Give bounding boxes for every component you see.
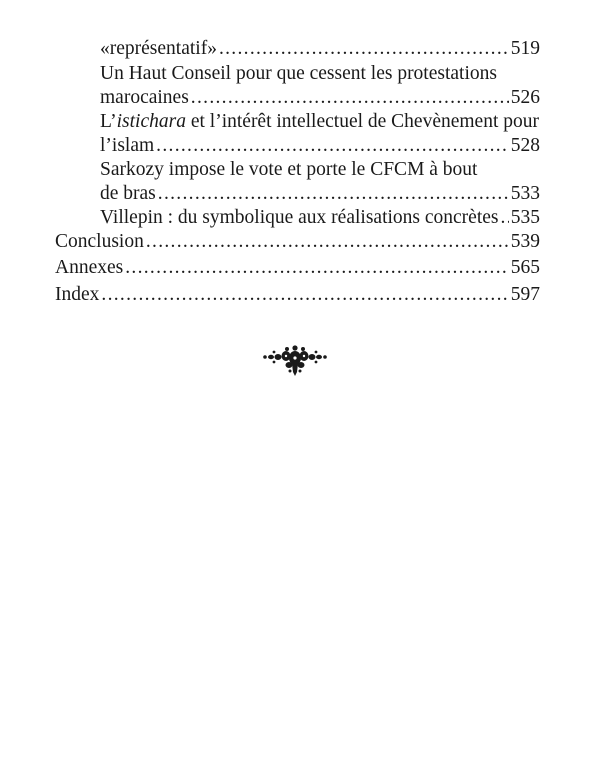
- toc-entry-title: Conclusion: [55, 231, 144, 252]
- dot-leader: [146, 230, 509, 254]
- toc-page-number: 565: [510, 257, 540, 278]
- toc-entry-title-suffix: et l’intérêt intellectuel de Chevènement pour: [185, 111, 539, 132]
- dot-leader: [125, 256, 509, 280]
- toc-entry-sarkozy-line2[interactable]: [100, 182, 540, 206]
- toc-entry-haut-conseil-line2[interactable]: [100, 86, 540, 110]
- toc-entry-haut-conseil-line1[interactable]: [100, 62, 540, 86]
- dot-leader: [191, 86, 509, 110]
- toc-entry-conclusion[interactable]: [55, 230, 540, 254]
- toc-entry-istichara-line2[interactable]: [100, 134, 540, 158]
- toc-entry-title-italic: istichara: [116, 111, 186, 132]
- toc-entry-title-continued: marocaines: [100, 87, 189, 108]
- toc-entry-title: «représentatif»: [100, 38, 217, 59]
- toc-entry-title-prefix: L’: [100, 111, 117, 132]
- toc-entry-villepin[interactable]: [100, 206, 540, 230]
- toc-entry-title: Villepin : du symbolique aux réalisations concrètes: [100, 207, 499, 228]
- dot-leader: [219, 37, 509, 61]
- toc-page-number: 539: [510, 231, 540, 252]
- toc-entry-title: Annexes: [55, 257, 124, 278]
- toc-entry-title: Un Haut Conseil pour que cessent les protestations: [100, 63, 497, 84]
- toc-entry-sarkozy-line1[interactable]: [100, 158, 540, 182]
- toc-entry-title: Sarkozy impose le vote et porte le CFCM à bout: [100, 159, 478, 180]
- toc-entry-istichara-line1[interactable]: [100, 110, 540, 134]
- toc-page-number: 526: [510, 87, 540, 108]
- dot-leader: [158, 182, 509, 206]
- toc-page-number: 533: [510, 183, 540, 204]
- fleuron-ornament-icon: [262, 344, 328, 378]
- dot-leader: [101, 283, 508, 307]
- toc-entry-title: Index: [55, 284, 100, 305]
- toc-page-number: 528: [510, 135, 540, 156]
- toc-page-number: 535: [510, 207, 540, 228]
- toc-entry-annexes[interactable]: [55, 256, 540, 280]
- dot-leader: [156, 134, 509, 158]
- toc-entry-title-continued: de bras: [100, 183, 156, 204]
- toc-page-number: 597: [510, 284, 540, 305]
- toc-entry-index[interactable]: [55, 283, 540, 307]
- toc-page-number: 519: [510, 38, 540, 59]
- toc-entry-title-continued: l’islam: [100, 135, 155, 156]
- dot-leader: [500, 206, 508, 230]
- toc-entry-representatif[interactable]: [100, 37, 540, 61]
